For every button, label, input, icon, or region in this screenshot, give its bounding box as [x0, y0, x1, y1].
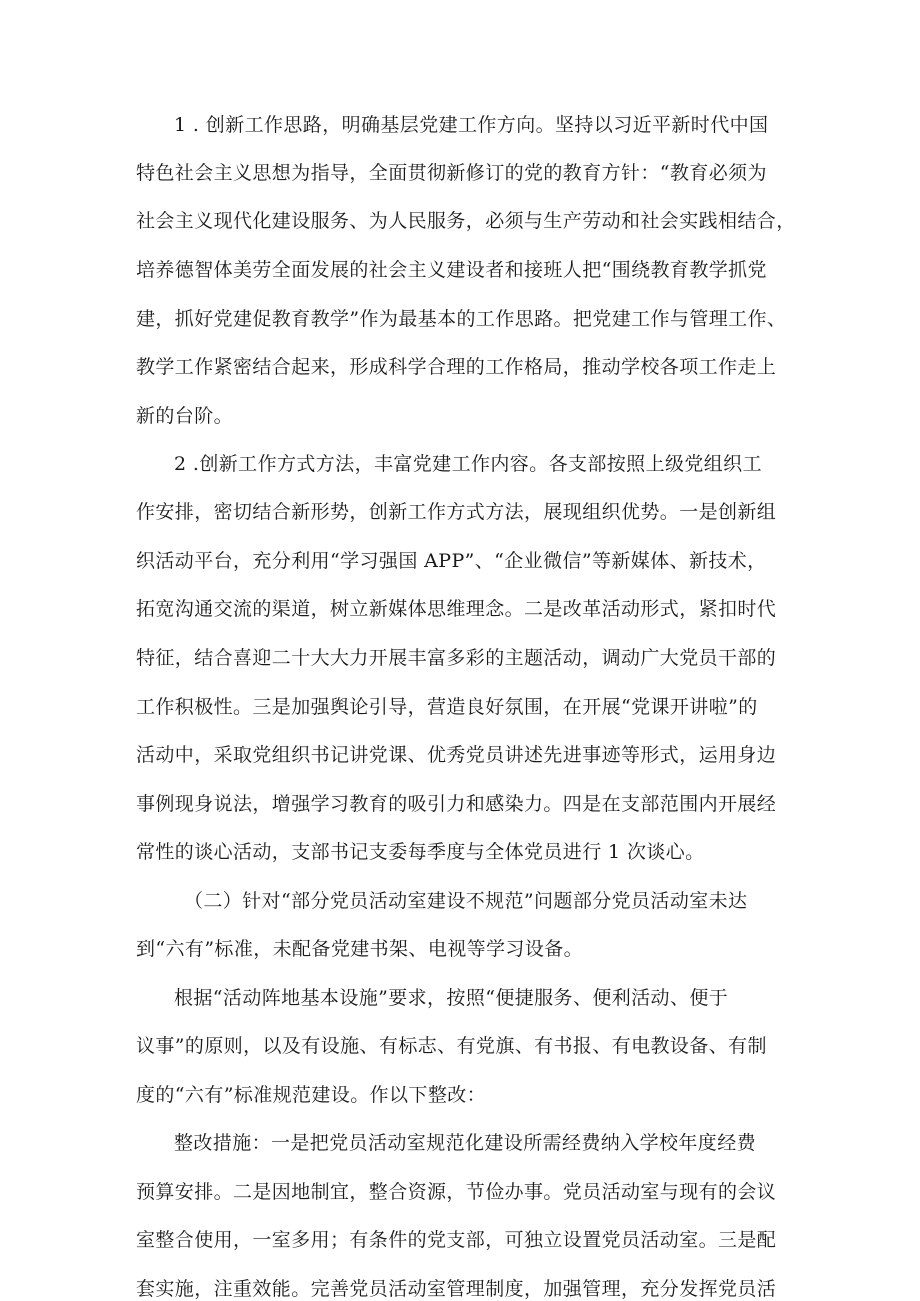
paragraph-line: 培养德智体美劳全面发展的社会主义建设者和接班人把“围绕教育教学抓党	[136, 259, 767, 281]
paragraph-line: 度的“六有”标准规范建设。作以下整改：	[136, 1084, 487, 1106]
paragraph-line: 2 .创新工作方式方法，丰富党建工作内容。各支部按照上级党组织工	[174, 453, 762, 475]
paragraph-line: 作安排，密切结合新形势，创新工作方式方法，展现组织优势。一是创新组	[136, 501, 777, 523]
paragraph-line: 特色社会主义思想为指导，全面贯彻新修订的党的教育方针：“教育必须为	[136, 162, 767, 184]
paragraph-line: 拓宽沟通交流的渠道，树立新媒体思维理念。二是改革活动形式，紧扣时代	[136, 598, 777, 620]
paragraph-line: 建，抓好党建促教育教学”作为最基本的工作思路。把党建工作与管理工作、	[136, 308, 787, 330]
paragraph-line: 1 . 创新工作思路，明确基层党建工作方向。坚持以习近平新时代中国	[174, 114, 769, 136]
paragraph-line: （二）针对“部分党员活动室建设不规范”问题部分党员活动室未达	[184, 890, 748, 912]
paragraph-line: 套实施，注重效能。完善党员活动室管理制度，加强管理，充分发挥党员活	[136, 1278, 777, 1300]
paragraph-line: 室整合使用，一室多用；有条件的党支部，可独立设置党员活动室。三是配	[136, 1229, 777, 1251]
paragraph-line: 到“六有”标准，未配备党建书架、电视等学习设备。	[136, 938, 584, 960]
paragraph-line: 议事”的原则，以及有设施、有标志、有党旗、有书报、有电教设备、有制	[136, 1035, 767, 1057]
paragraph-line: 工作积极性。三是加强舆论引导，营造良好氛围，在开展“党课开讲啦”的	[136, 696, 758, 718]
paragraph-line: 特征，结合喜迎二十大大力开展丰富多彩的主题活动，调动广大党员干部的	[136, 647, 777, 669]
paragraph-line: 活动中，采取党组织书记讲党课、优秀党员讲述先进事迹等形式，运用身边	[136, 744, 777, 766]
paragraph-line: 预算安排。二是因地制宜，整合资源，节俭办事。党员活动室与现有的会议	[136, 1181, 777, 1203]
paragraph-line: 根据“活动阵地基本设施”要求，按照“便捷服务、便利活动、便于	[174, 987, 729, 1009]
paragraph-line: 常性的谈心活动，支部书记支委每季度与全体党员进行 1 次谈心。	[136, 841, 705, 863]
paragraph-line: 社会主义现代化建设服务、为人民服务，必须与生产劳动和社会实践相结合，	[136, 210, 796, 232]
paragraph-line: 织活动平台，充分利用“学习强国 APP”、“企业微信”等新媒体、新技术，	[136, 550, 767, 572]
paragraph-line: 事例现身说法，增强学习教育的吸引力和感染力。四是在支部范围内开展经	[136, 793, 777, 815]
paragraph-line: 新的台阶。	[136, 405, 234, 427]
paragraph-line: 整改措施：一是把党员活动室规范化建设所需经费纳入学校年度经费	[174, 1132, 757, 1154]
paragraph-line: 教学工作紧密结合起来，形成科学合理的工作格局，推动学校各项工作走上	[136, 356, 777, 378]
